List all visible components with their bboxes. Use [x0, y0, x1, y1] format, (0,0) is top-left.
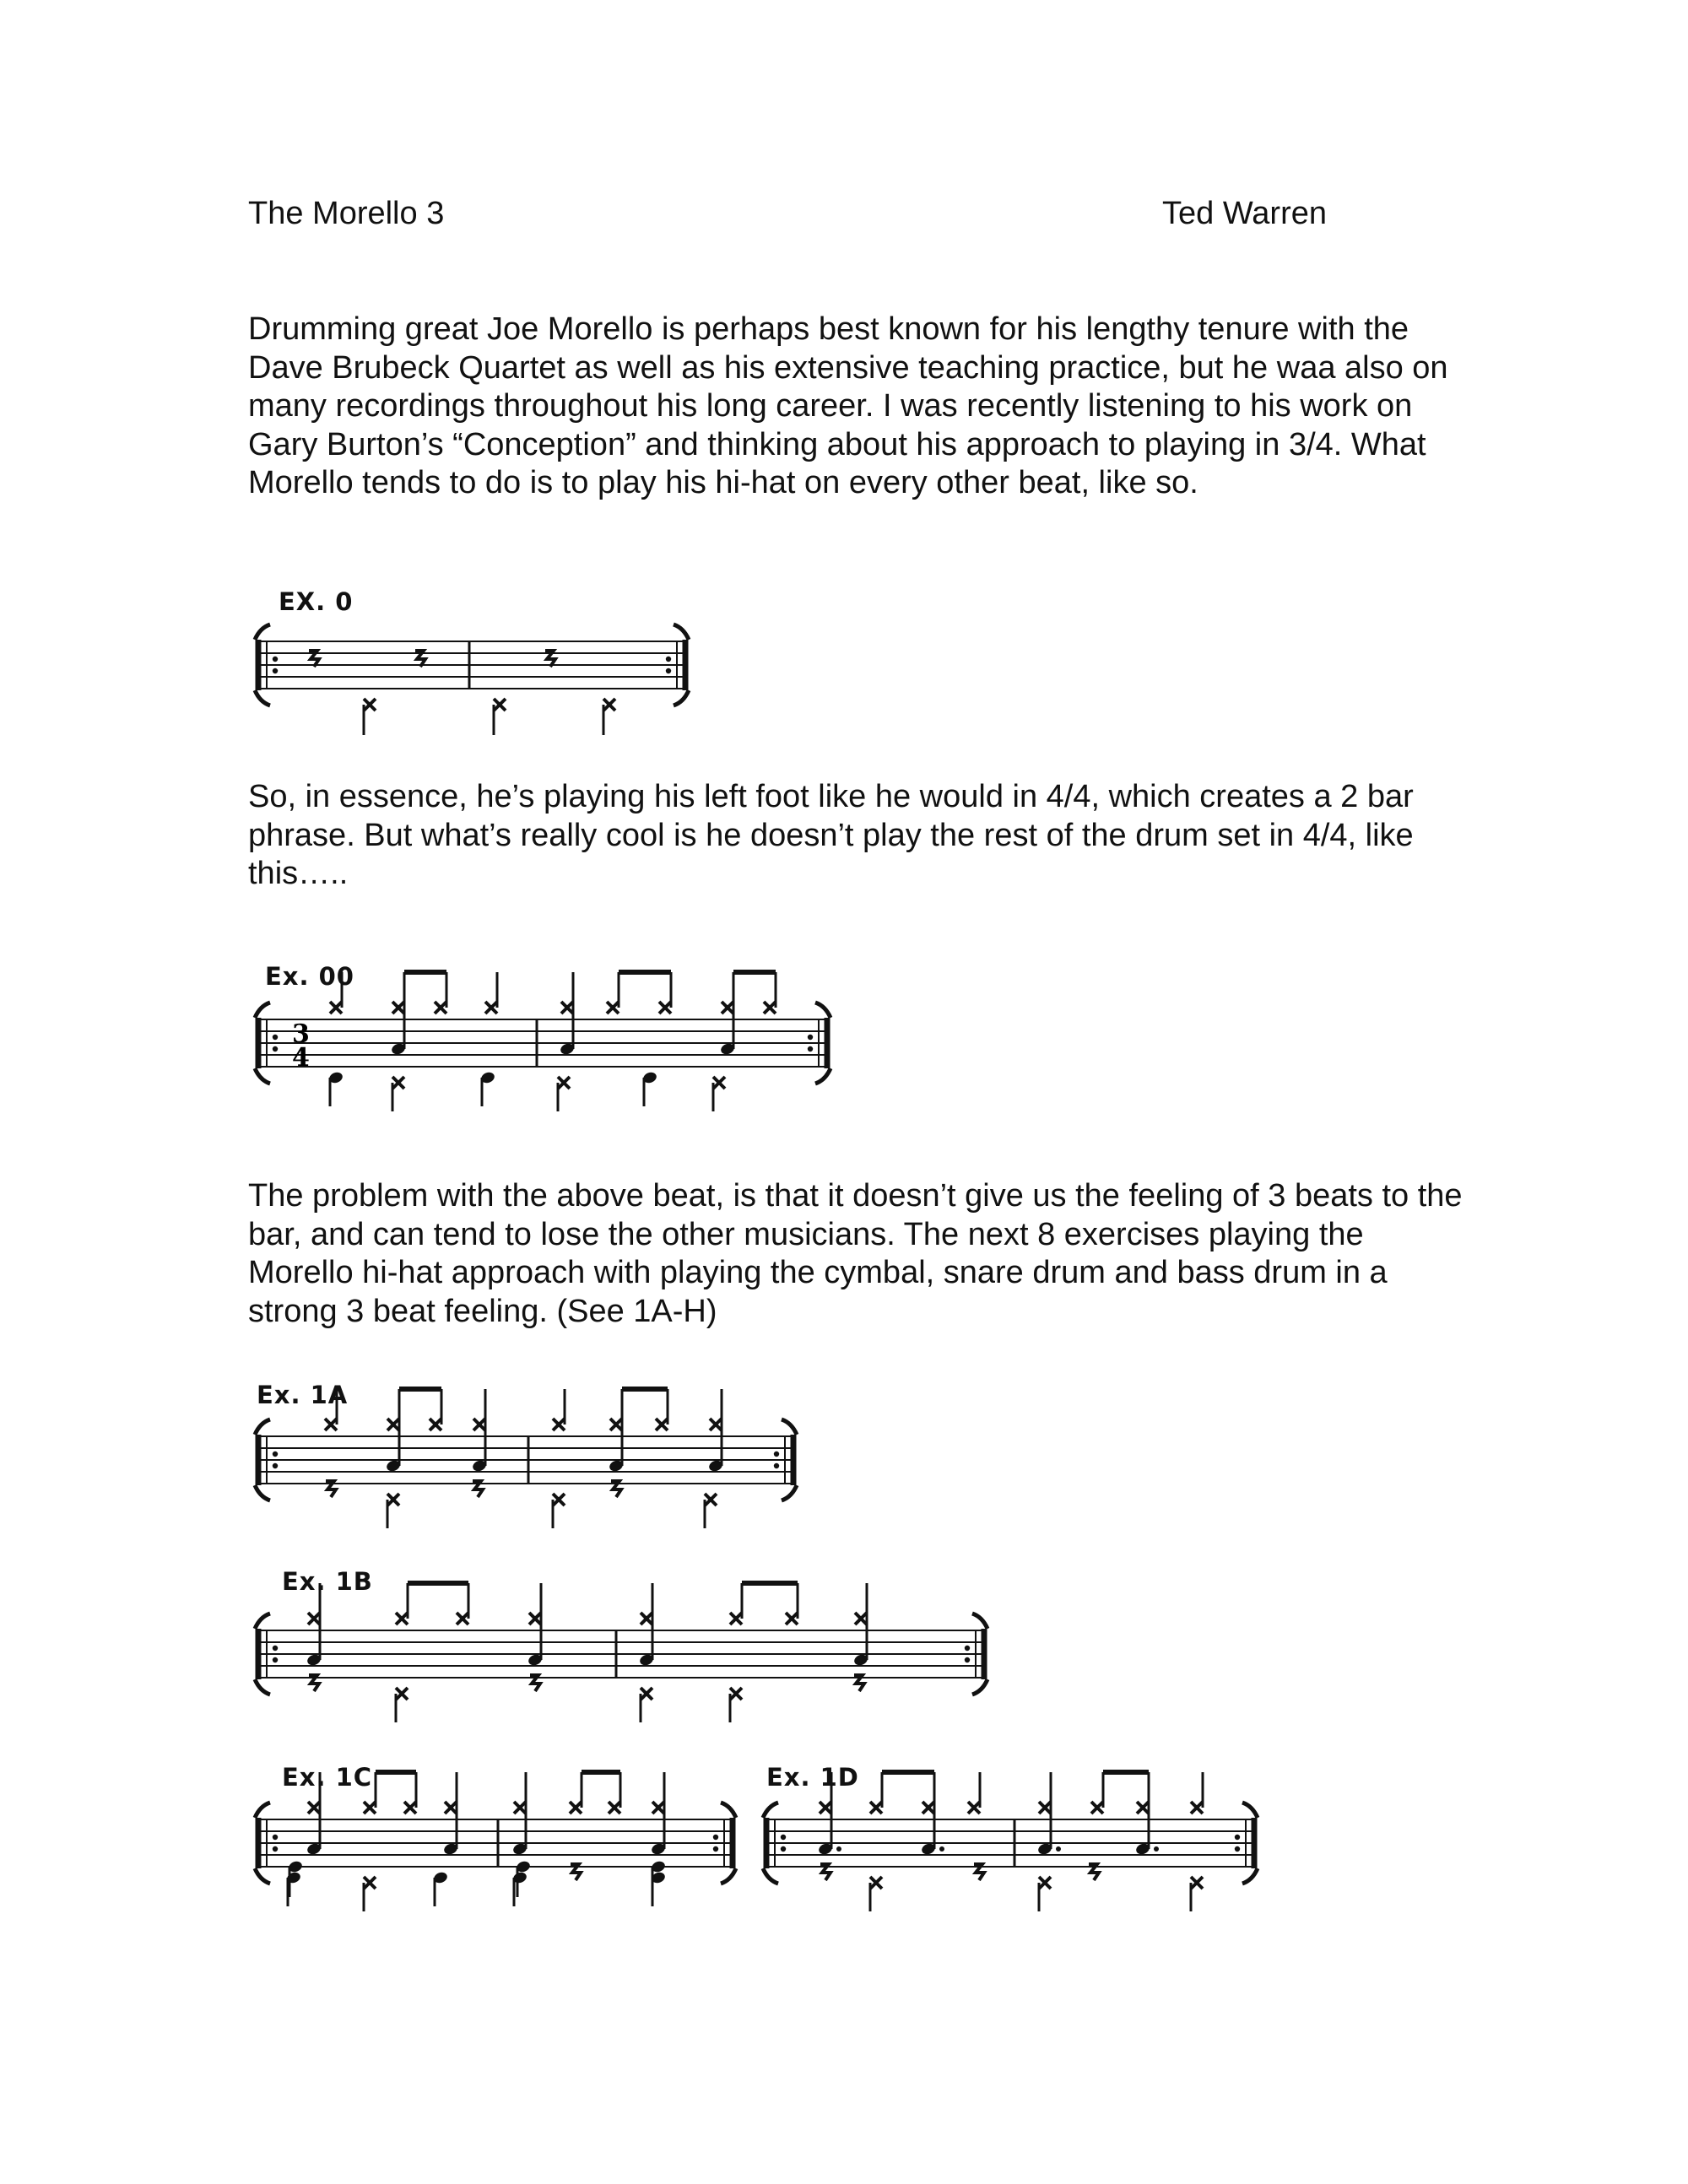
repeat-bracket: [815, 1003, 830, 1018]
repeat-dot: [965, 1646, 970, 1651]
time-signature-top: 3: [292, 1019, 310, 1049]
repeat-bracket: [255, 624, 270, 640]
repeat-dot: [781, 1846, 786, 1852]
repeat-bracket: [763, 1803, 778, 1818]
augmentation-dot: [1056, 1846, 1061, 1852]
repeat-dot: [713, 1846, 718, 1852]
repeat-bracket: [255, 1868, 270, 1884]
example-label-0: EX. 0: [279, 587, 354, 616]
repeat-dot: [273, 668, 278, 673]
repeat-bracket: [255, 1803, 270, 1818]
repeat-bracket: [255, 1068, 270, 1084]
repeat-dot: [965, 1657, 970, 1662]
repeat-dot: [666, 657, 671, 662]
repeat-bracket: [255, 690, 270, 705]
repeat-bracket: [255, 1614, 270, 1629]
repeat-bracket: [255, 1679, 270, 1695]
repeat-dot: [781, 1835, 786, 1840]
augmentation-dot: [1154, 1846, 1159, 1852]
document-author: Ted Warren: [1162, 196, 1327, 231]
repeat-dot: [273, 1035, 278, 1040]
example-label-1a: Ex. 1A: [257, 1381, 349, 1409]
repeat-dot: [808, 1046, 813, 1051]
paragraph-intro: Drumming great Joe Morello is perhaps best known for his lengthy tenure with the Dave Brubeck Quartet as well as his extensive teaching practice, but he waa also on many recordings throughout his long career. I was recently listening to his work on Gary Burton’s “Conception” and thinking about his approach to playing in 3/4. What Morello tends to do is to play his hi-hat on every other beat, like so.: [248, 311, 1448, 500]
repeat-bracket: [972, 1679, 987, 1695]
repeat-dot: [1235, 1835, 1240, 1840]
repeat-dot: [1235, 1846, 1240, 1852]
repeat-bracket: [674, 690, 689, 705]
paragraph-problem: The problem with the above beat, is that it doesn’t give us the feeling of 3 beats to the bar, and can tend to lose the other musicians. The next 8 exercises playing the Morello hi-hat approach with playing the cymbal, snare drum and bass drum in a strong 3 beat feeling. (See 1A-H): [248, 1178, 1463, 1329]
example-label-1c: Ex. 1C: [282, 1763, 373, 1792]
repeat-dot: [808, 1035, 813, 1040]
example-label-1b: Ex. 1B: [282, 1567, 373, 1596]
repeat-bracket: [763, 1868, 778, 1884]
repeat-dot: [273, 1046, 278, 1051]
example-label-00: Ex. 00: [265, 962, 354, 991]
repeat-bracket: [674, 624, 689, 640]
repeat-dot: [273, 1646, 278, 1651]
repeat-bracket: [972, 1614, 987, 1629]
time-signature-bottom: 4: [292, 1043, 310, 1073]
augmentation-dot: [939, 1846, 944, 1852]
repeat-dot: [273, 1451, 278, 1457]
repeat-dot: [273, 1463, 278, 1468]
repeat-bracket: [255, 1485, 270, 1500]
repeat-bracket: [255, 1419, 270, 1435]
repeat-dot: [713, 1835, 718, 1840]
repeat-bracket: [255, 1003, 270, 1018]
repeat-bracket: [815, 1068, 830, 1084]
repeat-bracket: [721, 1803, 736, 1818]
repeat-dot: [273, 1835, 278, 1840]
repeat-dot: [666, 668, 671, 673]
repeat-bracket: [782, 1485, 797, 1500]
paragraph-essence: So, in essence, he’s playing his left foot like he would in 4/4, which creates a 2 bar phrase. But what’s really cool is he doesn’t play the rest of the drum set in 4/4, like this…..: [248, 779, 1414, 891]
repeat-bracket: [1242, 1803, 1258, 1818]
repeat-bracket: [782, 1419, 797, 1435]
document-title: The Morello 3: [248, 196, 445, 231]
augmentation-dot: [836, 1846, 841, 1852]
repeat-bracket: [721, 1868, 736, 1884]
repeat-dot: [774, 1463, 779, 1468]
repeat-dot: [273, 1846, 278, 1852]
example-label-1d: Ex. 1D: [766, 1763, 859, 1792]
repeat-dot: [273, 1657, 278, 1662]
repeat-dot: [273, 657, 278, 662]
repeat-bracket: [1242, 1868, 1258, 1884]
repeat-dot: [774, 1451, 779, 1457]
